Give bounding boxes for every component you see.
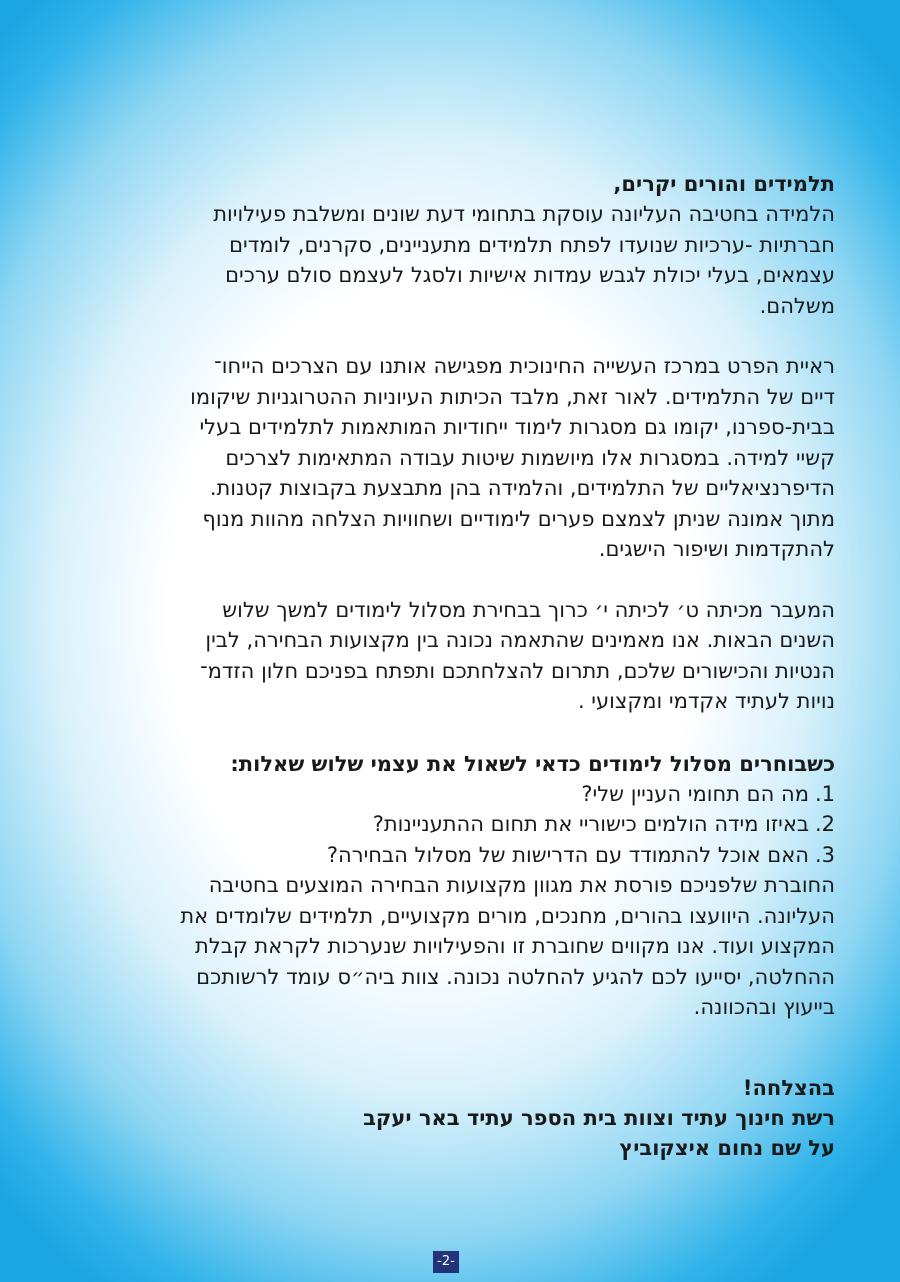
signature-line: בהצלחה! <box>742 1076 835 1100</box>
letter-greeting: תלמידים והורים יקרים, <box>613 172 835 196</box>
page-number: -2- <box>433 1251 459 1273</box>
paragraph-line: בבית-ספרנו, יקומו גם מסגרות לימוד ייחודיות המותאמות לתלמידים בעלי <box>199 415 835 439</box>
paragraph-line: החוברת שלפניכם פורסת את מגוון מקצועות הבחירה המוצעים בחטיבה <box>208 873 835 897</box>
question-number: 3. <box>814 842 835 867</box>
paragraph-line: בייעוץ ובהכוונה. <box>693 995 835 1019</box>
paragraph-individual-needs <box>100 351 835 565</box>
paragraph-line: הדיפרנציאליים של התלמידים, והלמידה בהן מתבצעת בקבוצות קטנות. <box>209 476 835 500</box>
paragraph-line: משלהם. <box>759 293 835 318</box>
question-number: 2. <box>814 812 835 836</box>
signature-line: על שם נחום איצקוביץ <box>619 1136 835 1160</box>
paragraph-booklet <box>100 870 835 1023</box>
paragraph-line: הלמידה בחטיבה העליונה עוסקת בתחומי דעת שונים ומשלבת פעילויות <box>213 202 835 226</box>
paragraph-intro <box>100 199 835 321</box>
paragraph-line: המקצוע ועוד. אנו מקווים שחוברת זו והפעילויות שנערכות לקראת קבלת <box>194 934 835 958</box>
paragraph-line: הנטיות והכישורים שלכם, תתרום להצלחתכם ותפתח בפניכם חלון הזדמ־ <box>200 658 835 683</box>
paragraph-line: המעבר מכיתה ט׳ לכיתה י׳ כרוך בבחירת מסלול לימודים למשך שלוש <box>222 597 835 622</box>
paragraph-line: העליונה. היוועצו בהורים, מחנכים, מורים מקצועיים, תלמידים שלומדים את <box>180 903 835 928</box>
paragraph-line: עצמאים, בעלי יכולת לגבש עמדות אישיות ולסגל לעצמם סולם ערכים <box>225 263 835 287</box>
paragraph-line: חברתיות -ערכיות שנועדו לפתח תלמידים מתעניינים, סקרנים, לומדים <box>229 232 835 257</box>
letter-signature <box>100 1073 835 1163</box>
signature-line: רשת חינוך עתיד וצוות בית הספר עתיד באר יעקב <box>363 1106 835 1130</box>
list-item <box>100 809 835 840</box>
paragraph-line: השנים הבאות. אנו מאמינים שהתאמה נכונה בין מקצועות הבחירה, לבין <box>205 628 835 652</box>
paragraph-line: מתוך אמונה שניתן לצמצם פערים לימודיים ושחוויות הצלחה מהוות מנוף <box>202 506 835 531</box>
list-item <box>100 779 835 810</box>
paragraph-line: דיים של התלמידים. לאור זאת, מלבד הכיתות העיוניות ההטרוגניות שיקומו <box>190 384 835 409</box>
paragraph-track-choice <box>100 595 835 717</box>
list-item <box>100 840 835 871</box>
paragraph-line: להתקדמות ושיפור הישגים. <box>598 537 835 561</box>
paragraph-line: נויות לעתיד אקדמי ומקצועי . <box>577 689 835 713</box>
questions-heading: כשבוחרים מסלול לימודים כדאי לשאול את עצמי שלוש שאלות: <box>230 751 835 776</box>
letter-body <box>100 170 835 1023</box>
questions-list <box>100 779 835 871</box>
paragraph-line: ראיית הפרט במרכז העשייה החינוכית מפגישה אותנו עם הצרכים הייחו־ <box>214 354 835 378</box>
question-text: מה הם תחומי העניין שלי? <box>581 781 809 806</box>
question-number: 1. <box>814 781 835 806</box>
question-text: האם אוכל להתמודד עם הדרישות של מסלול הבחירה? <box>326 842 809 867</box>
question-text: באיזו מידה הולמים כישוריי את תחום ההתעניינות? <box>372 812 809 836</box>
paragraph-line: קשיי למידה. במסגרות אלו מיושמות שיטות עבודה המתאימות לצרכים <box>225 445 835 470</box>
paragraph-line: ההחלטה, יסייעו לכם להגיע להחלטה נכונה. צוות ביה״ס עומד לרשותכם <box>196 964 835 989</box>
